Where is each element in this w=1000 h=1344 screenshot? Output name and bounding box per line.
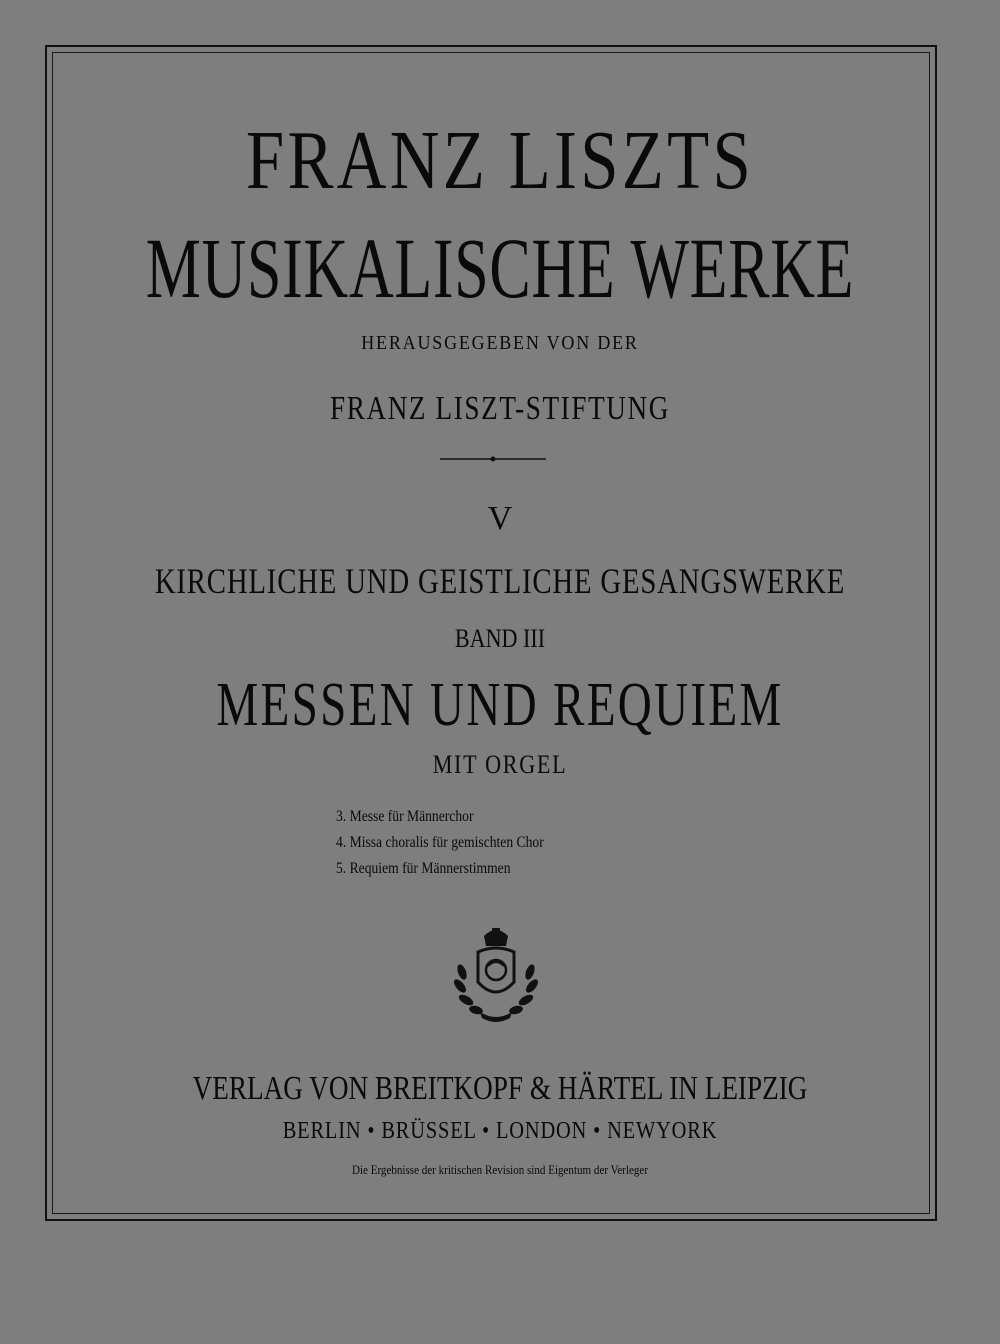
band-label: BAND III — [454, 624, 546, 653]
volume-title: MESSEN UND REQUIEM — [216, 671, 784, 739]
contents-item: 4. Missa choralis für gemischten Chor — [336, 834, 544, 851]
publisher-cities: BERLIN • BRÜSSEL • LONDON • NEWYORK — [282, 1118, 718, 1144]
foundation-name: FRANZ LISZT-STIFTUNG — [329, 390, 671, 427]
publisher-line: VERLAG VON BREITKOPF & HÄRTEL IN LEIPZIG — [192, 1070, 808, 1107]
copyright-notice: Die Ergebnisse der kritischen Revision sind Eigentum der Verleger — [351, 1162, 649, 1177]
contents-item: 5. Requiem für Männerstimmen — [336, 860, 511, 877]
publisher-emblem-icon — [448, 922, 544, 1028]
contents-item: 3. Messe für Männerchor — [336, 808, 474, 825]
series-title: KIRCHLICHE UND GEISTLICHE GESANGSWERKE — [154, 561, 846, 601]
title-line-2: MUSIKALISCHE WERKE — [145, 220, 855, 316]
editor-intro: HERAUSGEGEBEN VON DER — [361, 332, 639, 354]
volume-subtitle: MIT ORGEL — [432, 750, 568, 779]
contents-list — [336, 804, 580, 882]
series-number: V — [487, 500, 513, 537]
title-line-1: FRANZ LISZTS — [245, 114, 755, 207]
divider-ornament-icon — [440, 456, 546, 462]
